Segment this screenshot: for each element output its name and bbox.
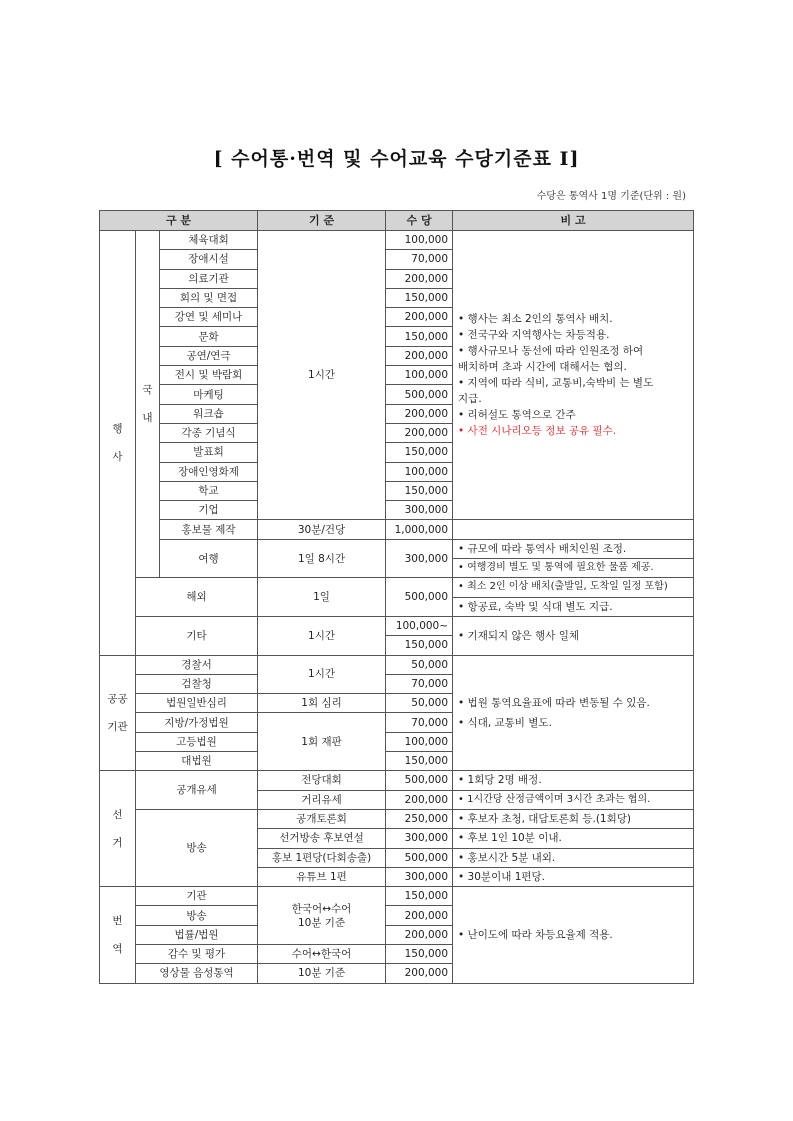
table-row: 기업 300,000 (100, 501, 694, 520)
table-row: 지방/가정법원 1회 재판 70,000 (100, 713, 694, 732)
group-translation: 번 역 (100, 887, 136, 983)
table-row: 공연/연극 200,000 (100, 346, 694, 365)
group-election: 선 거 (100, 771, 136, 887)
table-row: 마케팅 500,000 (100, 385, 694, 404)
table-row: 해외 1일 500,000 • 최소 2인 이상 배치(출발일, 도착일 일정 포함) (100, 578, 694, 597)
item-amount: 100,000 (386, 231, 453, 250)
table-row: 방송 공개토론회 250,000 • 후보자 초청, 대담토론회 등.(1회당) (100, 809, 694, 828)
table-row: 회의 및 면접 150,000 (100, 288, 694, 307)
header-sudang: 수 당 (386, 211, 453, 231)
table-row: • 항공료, 숙박 및 식대 별도 지급. (100, 597, 694, 616)
table-row: • 여행경비 별도 및 통역에 필요한 물품 제공. (100, 559, 694, 578)
group-event: 행 사 (100, 231, 136, 656)
table-row: 기타 1시간 100,000~ • 기재되지 않은 행사 일체 (100, 616, 694, 635)
table-row: 장애인영화제 100,000 (100, 462, 694, 481)
table-row: 150,000 (100, 636, 694, 655)
table-row: 각종 기념식 200,000 (100, 423, 694, 442)
unit-note: 수당은 통역사 1명 기준(단위 : 원) (536, 191, 686, 202)
table-row: 감수 및 평가 수어↔한국어 150,000 (100, 944, 694, 963)
table-row: 방송 200,000 (100, 906, 694, 925)
table-row: 공공 기관 경찰서 1시간 50,000 • 법원 통역요율표에 따라 변동될 수 있음. • 식대, 교통비 별도. (100, 655, 694, 674)
header-gubun: 구 분 (100, 211, 258, 231)
table-row: 번 역 기관 한국어↔수어 10분 기준 150,000 • 난이도에 따라 차등요율제 적용. (100, 887, 694, 906)
table-row: 장애시설 70,000 (100, 250, 694, 269)
allowance-table (99, 210, 694, 984)
table-row: 대법원 150,000 (100, 752, 694, 771)
table-row: 고등법원 100,000 (100, 732, 694, 751)
item-name: 체육대회 (160, 231, 258, 250)
page-title: [ 수어통·번역 및 수어교육 수당기준표 Ⅰ] (213, 148, 580, 170)
table-row: 학교 150,000 (100, 481, 694, 500)
table-row: 선거방송 후보연설 300,000 • 후보 1인 10분 이내. (100, 829, 694, 848)
table-row: 유튜브 1편 300,000 • 30분이내 1편당. (100, 867, 694, 886)
table-row: 선 거 공개유세 전당대회 500,000 • 1회당 2명 배정. (100, 771, 694, 790)
table-row: 법률/법원 200,000 (100, 925, 694, 944)
table-row: 홍보물 제작 30분/건당 1,000,000 (100, 520, 694, 539)
header-gijun: 기 준 (258, 211, 386, 231)
group-public: 공공 기관 (100, 655, 136, 771)
header-row (100, 211, 694, 231)
table-row: 전시 및 박람회 100,000 (100, 366, 694, 385)
table-row: 문화 150,000 (100, 327, 694, 346)
table-row: 워크숍 200,000 (100, 404, 694, 423)
table-row: 발표회 150,000 (100, 443, 694, 462)
table-row: 여행 1일 8시간 300,000 • 규모에 따라 통역사 배치인원 조정. (100, 539, 694, 558)
subgroup-domestic: 국 내 (136, 231, 160, 578)
header-bigo: 비 고 (453, 211, 694, 231)
event-notes: • 행사는 최소 2인의 통역사 배치. • 전국구와 지역행사는 차등적용. • 행사규모나 동선에 따라 인원조정 하여 배치하며 초과 시간에 대해서는 협의. • 지역에 따라 식비, 교통비,숙박비 는 별도 지급. • 리허설도 통역으로 간주 • 사전 시나리오등 정보 공유 필수. (453, 231, 694, 520)
table-row (100, 231, 694, 250)
event-note-required: • 사전 시나리오등 정보 공유 필수. (458, 425, 617, 438)
table-row: 법원일반심리 1회 심리 50,000 (100, 694, 694, 713)
table-row: 영상물 음성통역 10분 기준 200,000 (100, 964, 694, 983)
table-row: 검찰청 70,000 (100, 674, 694, 693)
public-notes: • 법원 통역요율표에 따라 변동될 수 있음. • 식대, 교통비 별도. (453, 655, 694, 771)
table-row: 의료기관 200,000 (100, 269, 694, 288)
table-row: 홍보 1편당(다회송출) 500,000 • 홍보시간 5분 내외. (100, 848, 694, 867)
table-row: 강연 및 세미나 200,000 (100, 308, 694, 327)
table-row: 거리유세 200,000 • 1시간당 산정금액이며 3시간 초과는 협의. (100, 790, 694, 809)
items-standard: 1시간 (258, 231, 386, 520)
